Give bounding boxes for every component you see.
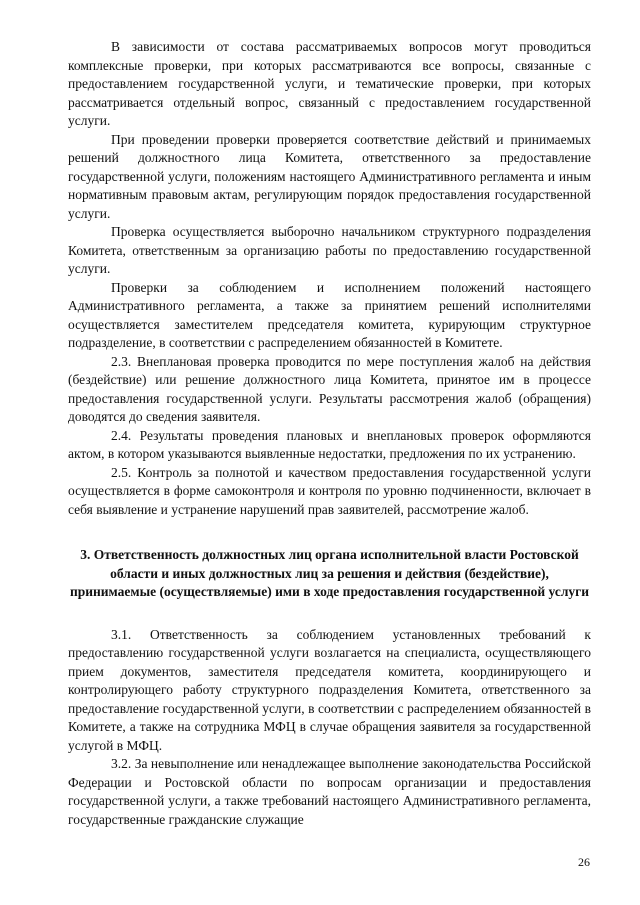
- paragraph: 2.4. Результаты проведения плановых и внеплановых проверок оформляются актом, в котором указываются выявленные недостатки, предложения по их устранению.: [68, 427, 591, 461]
- paragraph: При проведении проверки проверяется соответствие действий и принимаемых решений должностного лица Комитета, ответственного за предоставление государственной услуги, положениям настоящего Административного регламента и иным нормативным правовым актам, регулирующим порядок предоставления государственной услуги.: [68, 131, 591, 221]
- paragraph: Проверка осуществляется выборочно начальником структурного подразделения Комитета, ответственным за организацию работы по предоставлению государственной услуги.: [68, 224, 591, 276]
- page-number: 26: [578, 855, 590, 869]
- section-3-heading: 3. Ответственность должностных лиц органа исполнительной власти Ростовской области и иных должностных лиц за решения и действия (бездействие), принимаемые (осуществляемые) ими в ходе предоставления государственной услуги: [69, 547, 590, 599]
- paragraph: 2.5. Контроль за полнотой и качеством предоставления государственной услуги осуществляется в форме самоконтроля и контроля по уровню подчиненности, включает в себя выявление и устранение нарушений прав заявителей, рассмотрение жалоб.: [68, 464, 591, 517]
- paragraph: Проверки за соблюдением и исполнением положений настоящего Административного регламента, а также за принятием решений исполнителями осуществляется заместителем председателя комитета, курирующим структурное подразделение, в соответствии с распределением обязанностей в Комитете.: [68, 279, 591, 350]
- paragraph: 2.3. Внеплановая проверка проводится по мере поступления жалоб на действия (бездействие) или решение должностного лица Комитета, принятое им в процессе предоставления государственной услуги. Результаты рассмотрения жалоб (обращения) доводятся до сведения заявителя.: [68, 353, 591, 424]
- paragraph: В зависимости от состава рассматриваемых вопросов могут проводиться комплексные проверки, при которых рассматриваются все вопросы, связанные с предоставлением государственной услуги, и тематические проверки, при которых рассматривается отдельный вопрос, связанный с предоставлением государственной услуги.: [68, 39, 591, 128]
- paragraph: 3.2. За невыполнение или ненадлежащее выполнение законодательства Российской Федерации и Ростовской области по вопросам организации и предоставления государственной услуги, а также требований настоящего Административного регламента, государственные гражданские служащие: [68, 756, 591, 827]
- paragraph: 3.1. Ответственность за соблюдением установленных требований к предоставлению государственной услуги возлагается на специалиста, осуществляющего прием документов, заместителя председателя комитета, координирующего и контролирующего работу структурного подразделения Комитета, ответственного за предоставление государственной услуги, в соответствии с распределением обязанностей в Комитете, а также на сотрудника МФЦ в случае обращения заявителя за государственной услугой в МФЦ.: [68, 626, 591, 753]
- page-content: [68, 38, 591, 829]
